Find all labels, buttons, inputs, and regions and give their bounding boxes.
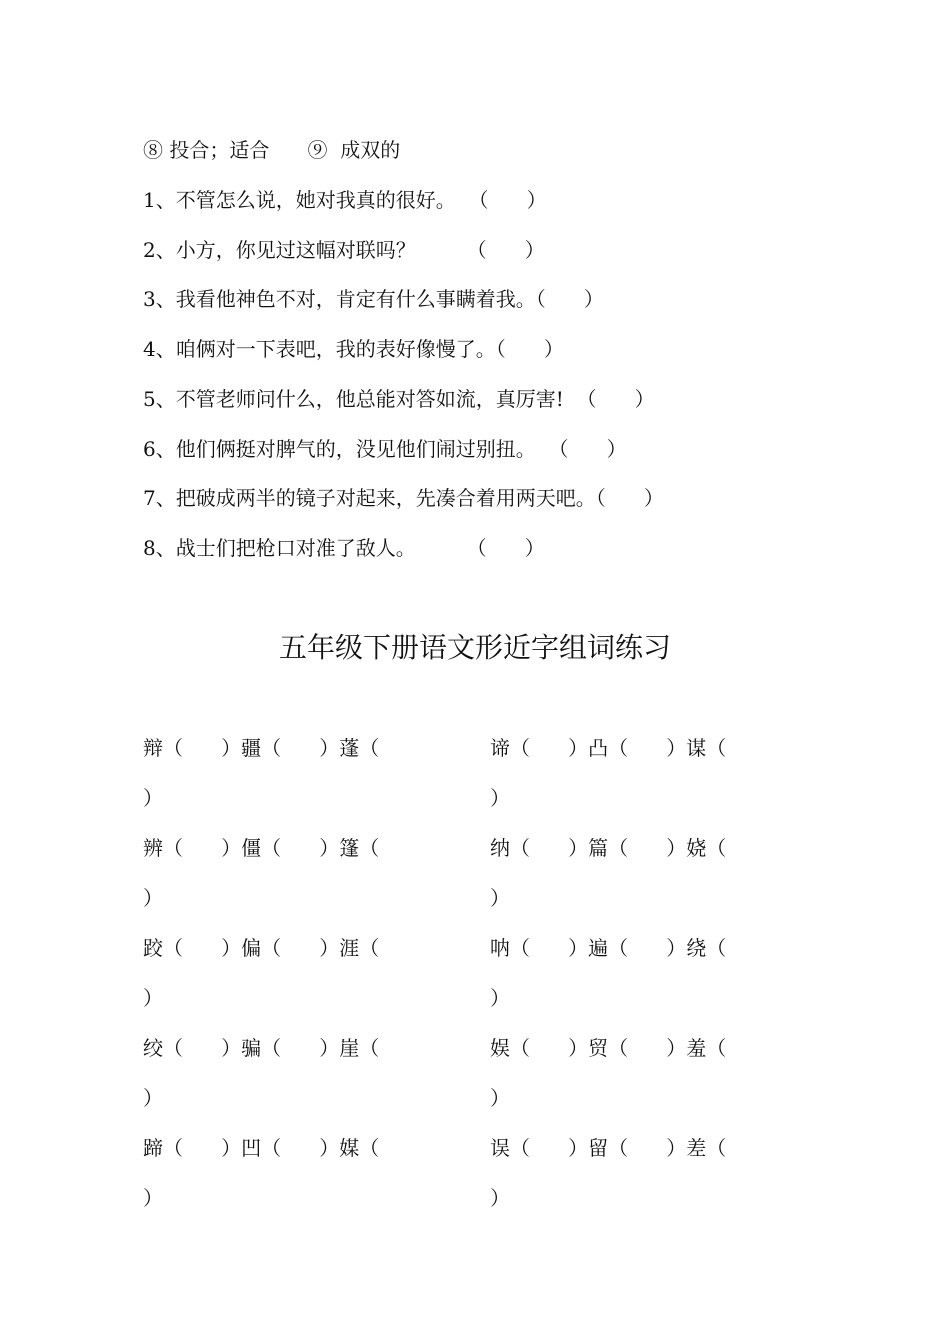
word-row-left: 绞（ ）骗（ ）崖（ xyxy=(143,1036,380,1060)
word-row-right: ） xyxy=(490,1186,510,1210)
word-row-left: ） xyxy=(143,886,163,910)
word-row-left: 辨（ ）僵（ ）篷（ xyxy=(143,836,380,860)
word-row-left: 蹄（ ）凹（ ）媒（ xyxy=(143,1136,380,1160)
word-row-left: ） xyxy=(143,786,163,810)
sentence-item: 2、小方，你见过这幅对联吗？ （ ） xyxy=(143,238,545,262)
word-row-left: 辩（ ）疆（ ）蓬（ xyxy=(143,736,380,760)
word-row-left: 跤（ ）偏（ ）涯（ xyxy=(143,936,380,960)
sentence-item: 6、他们俩挺对脾气的，没见他们闹过别扭。 （ ） xyxy=(143,437,627,461)
sentence-item: 1、不管怎么说，她对我真的很好。 （ ） xyxy=(143,188,547,212)
word-row-right: ） xyxy=(490,1086,510,1110)
section-title: 五年级下册语文形近字组词练习 xyxy=(278,631,671,664)
sentence-item: 5、不管老师问什么，他总能对答如流，真厉害! （ ） xyxy=(143,387,655,411)
word-row-left: ） xyxy=(143,1086,163,1110)
word-row-right: ） xyxy=(490,886,510,910)
meanings-line: ⑧ 投合；适合 ⑨ 成双的 xyxy=(143,138,401,162)
word-row-right: ） xyxy=(490,786,510,810)
sentence-item: 7、把破成两半的镜子对起来，先凑合着用两天吧。（ ） xyxy=(143,486,664,510)
word-row-right: 娱（ ）贸（ ）羞（ xyxy=(490,1036,727,1060)
word-row-left: ） xyxy=(143,1186,163,1210)
word-row-right: 误（ ）留（ ）差（ xyxy=(490,1136,727,1160)
word-row-right: 纳（ ）篇（ ）娆（ xyxy=(490,836,727,860)
sentence-item: 3、我看他神色不对，肯定有什么事瞒着我。（ ） xyxy=(143,287,604,311)
sentence-item: 8、战士们把枪口对准了敌人。 （ ） xyxy=(143,536,545,560)
word-row-left: ） xyxy=(143,986,163,1010)
word-row-right: 谛（ ）凸（ ）谋（ xyxy=(490,736,727,760)
word-row-right: ） xyxy=(490,986,510,1010)
word-row-right: 呐（ ）遍（ ）绕（ xyxy=(490,936,727,960)
sentence-item: 4、咱俩对一下表吧，我的表好像慢了。（ ） xyxy=(143,337,564,361)
